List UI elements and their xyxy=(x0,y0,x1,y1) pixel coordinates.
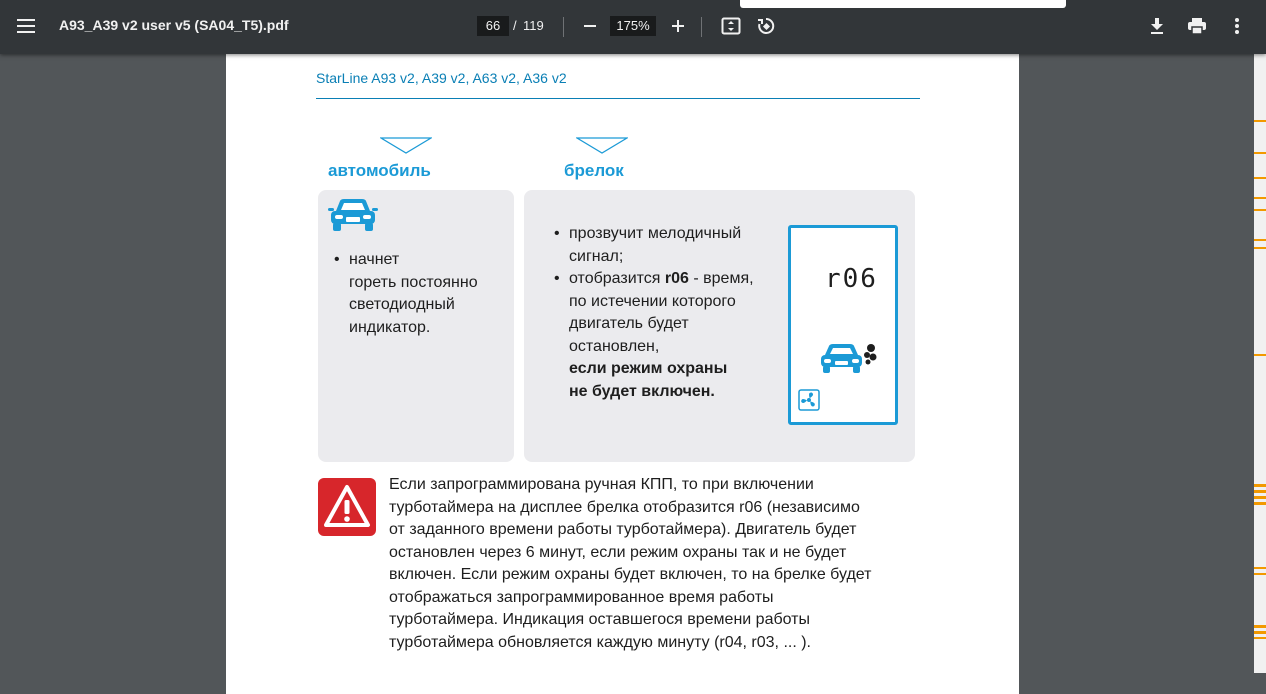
search-marker xyxy=(1254,502,1266,505)
menu-icon xyxy=(16,18,36,34)
fob-text-line xyxy=(569,268,754,291)
column-title-fob: брелок xyxy=(564,161,624,180)
fob-code: r06 xyxy=(664,270,689,287)
fob-text-line: по истечении которого xyxy=(569,292,736,310)
search-bar[interactable] xyxy=(740,0,1066,8)
car-text-line: начнет xyxy=(349,251,400,268)
fob-text-line: прозвучит мелодичный xyxy=(569,225,742,242)
warning-line: от заданного времени работы турботаймера). Двигатель будет xyxy=(389,521,857,538)
page-header: StarLine A93 v2, A39 v2, A63 v2, A36 v2 xyxy=(316,70,567,86)
fit-page-icon xyxy=(721,17,741,35)
bullet: • xyxy=(554,225,560,242)
search-marker xyxy=(1254,247,1266,249)
download-button[interactable] xyxy=(1143,12,1171,40)
search-marker xyxy=(1254,239,1266,241)
toolbar-divider xyxy=(701,17,702,37)
zoom-out-button[interactable] xyxy=(576,12,604,40)
bullet: • xyxy=(554,270,560,287)
car-text-line: гореть постоянно xyxy=(349,273,478,291)
warning-line: отображаться запрограммированное время работы xyxy=(389,588,774,606)
car-icon xyxy=(819,342,881,378)
zoom-level-input[interactable]: 175% xyxy=(610,16,656,36)
search-marker xyxy=(1254,152,1266,154)
search-marker xyxy=(1254,354,1266,356)
search-marker xyxy=(1254,484,1266,487)
warning-triangle-icon xyxy=(318,478,376,536)
fob-lcd-display xyxy=(788,225,898,425)
search-marker xyxy=(1254,573,1266,575)
zoom-in-button[interactable] xyxy=(664,12,692,40)
rotate-button[interactable] xyxy=(752,12,780,40)
car-icon xyxy=(328,197,378,233)
fob-text-line: не будет включен. xyxy=(569,382,715,400)
warning-line: турботаймера обновляется каждую минуту (r04, r03, ... ). xyxy=(389,633,811,651)
download-icon xyxy=(1149,17,1165,35)
print-button[interactable] xyxy=(1183,12,1211,40)
car-card-text xyxy=(349,249,478,339)
search-marker xyxy=(1254,625,1266,628)
document-title: A93_A39 v2 user v5 (SA04_T5).pdf xyxy=(59,17,289,33)
vertical-scrollbar[interactable] xyxy=(1254,54,1266,673)
page-total: 119 xyxy=(523,18,544,33)
plus-icon xyxy=(671,19,685,33)
minus-icon xyxy=(583,19,597,33)
header-divider xyxy=(316,98,920,99)
car-text-line: индикатор. xyxy=(349,318,431,336)
search-marker xyxy=(1254,631,1266,634)
fob-text-line: двигатель будет xyxy=(569,315,689,332)
fob-text-line: если режим охраны xyxy=(569,360,728,377)
search-marker xyxy=(1254,197,1266,199)
more-options-button[interactable] xyxy=(1223,12,1251,40)
fob-text-fragment: - время, xyxy=(688,270,754,287)
toolbar-divider xyxy=(563,17,564,37)
exhaust-icon xyxy=(864,344,877,365)
page-separator: / xyxy=(513,18,517,33)
lcd-code: r06 xyxy=(825,264,878,294)
warning-line: турботаймера. Индикация оставшегося времени работы xyxy=(389,611,810,628)
fob-card-text xyxy=(569,223,754,403)
fob-text-line: сигнал; xyxy=(569,247,624,265)
pdf-toolbar xyxy=(0,0,1266,54)
search-marker xyxy=(1254,209,1266,211)
bullet: • xyxy=(334,251,340,268)
page-number-input[interactable]: 66 xyxy=(477,16,509,36)
more-vert-icon xyxy=(1234,17,1240,35)
search-marker xyxy=(1254,496,1266,499)
warning-text xyxy=(389,474,929,654)
menu-button[interactable] xyxy=(12,12,40,40)
triangle-down-icon xyxy=(576,137,628,155)
rotate-icon xyxy=(756,16,776,36)
warning-line: остановлен через 6 минут, если режим охраны так и не будет xyxy=(389,543,847,561)
triangle-down-icon xyxy=(380,137,432,155)
search-marker xyxy=(1254,490,1266,493)
warning-line: Если запрограммирована ручная КПП, то при включении xyxy=(389,476,814,493)
fob-text-fragment: отобразится xyxy=(569,270,665,287)
fan-icon xyxy=(798,389,820,411)
search-marker xyxy=(1254,567,1266,569)
search-marker xyxy=(1254,637,1266,639)
fob-text-line: остановлен, xyxy=(569,337,660,355)
warning-line: турботаймера на дисплее брелка отобразится r06 (независимо xyxy=(389,498,860,516)
pdf-page xyxy=(226,54,1019,694)
search-marker xyxy=(1254,120,1266,122)
search-marker xyxy=(1254,177,1266,179)
column-title-car: автомобиль xyxy=(328,161,431,180)
warning-line: включен. Если режим охраны будет включен, то на брелке будет xyxy=(389,566,872,583)
fit-page-button[interactable] xyxy=(717,12,745,40)
print-icon xyxy=(1187,17,1207,35)
car-text-line: светодиодный xyxy=(349,296,455,313)
warning-icon xyxy=(318,478,376,536)
